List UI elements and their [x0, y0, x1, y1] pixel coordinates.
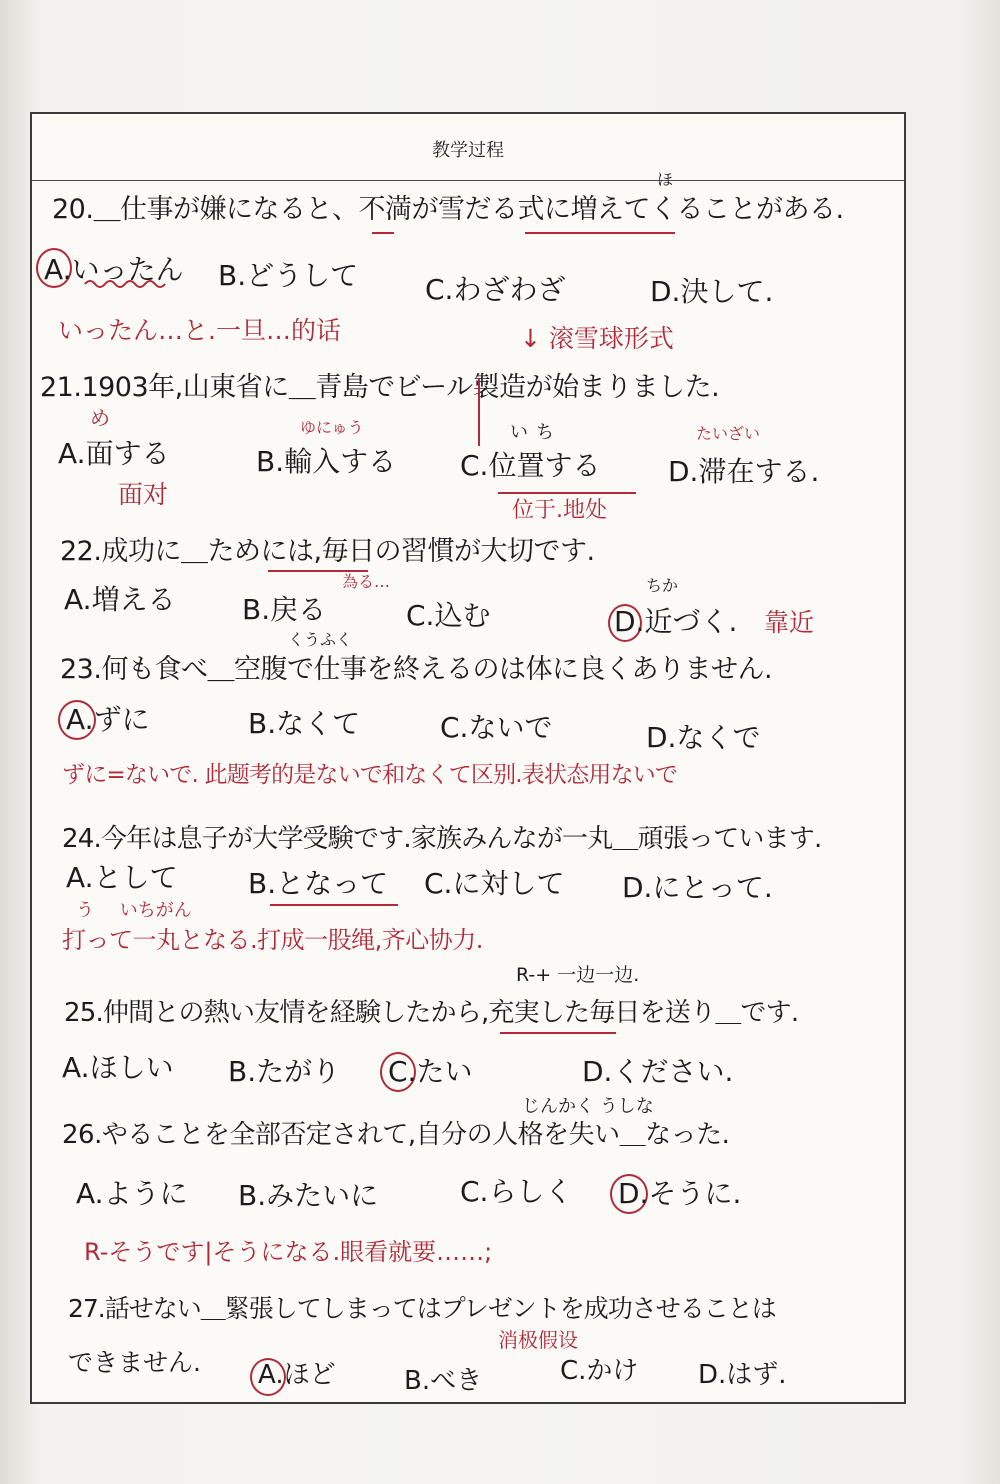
q20-ruby: ほ	[657, 170, 674, 189]
q26-option-b: B.みたいに	[238, 1179, 379, 1212]
q21-option-a: A.面する	[58, 437, 170, 470]
q27-option-b: B.べき	[404, 1366, 483, 1396]
q22-ruby-1: 為る…	[342, 572, 391, 591]
q20-note-2: ↓ 滚雪球形式	[520, 324, 674, 353]
q22-option-a: A.増える	[64, 583, 176, 616]
q27-option-d: D.はず.	[698, 1360, 787, 1390]
q27-text-line1: 27.話せない＿緊張してしまってはプレゼントを成功させることは	[68, 1294, 776, 1323]
q21-underline	[498, 492, 636, 494]
q26-note-1: R-そうです|そうになる.眼看就要……;	[84, 1238, 493, 1266]
q25-underline	[500, 1032, 616, 1034]
q27-note-1: 消极假设	[498, 1328, 578, 1352]
q21-note-2: 位于.地处	[512, 498, 607, 523]
q21-ruby-a: め	[90, 406, 110, 430]
q26-text: 26.やることを全部否定されて,自分の人格を失い＿なった.	[62, 1120, 730, 1150]
q22-option-d: D.近づく.	[614, 605, 738, 638]
q21-ruby-b: ゆにゅう	[300, 418, 364, 437]
q24-text: 24.今年は息子が大学受験です.家族みんなが一丸＿頑張っています.	[62, 824, 822, 854]
q21-ruby-c: いち	[510, 422, 562, 443]
q20-note-1: いったん…と.一旦…的话	[58, 316, 341, 345]
q23-option-d: D.なくで	[646, 721, 761, 754]
q24-option-d: D.にとって.	[622, 871, 773, 904]
q20-option-c: C.わざわざ	[425, 273, 566, 306]
q21-divider	[478, 378, 480, 446]
q22-note-1: 靠近	[764, 608, 815, 637]
q24-option-c: C.に対して	[424, 867, 565, 900]
q21-option-b: B.輸入する	[256, 445, 397, 478]
q27-option-c: C.かけ	[560, 1356, 639, 1386]
q23-option-c: C.ないで	[440, 711, 553, 744]
q23-ruby: くうふく	[288, 630, 353, 649]
q20-squiggle	[85, 278, 165, 290]
q20-underline	[525, 232, 675, 234]
q27-text-line2: できません.	[68, 1348, 201, 1377]
q25-option-a: A.ほしい	[62, 1051, 174, 1084]
q20-underline-to	[372, 232, 394, 234]
q20-text: 20.＿仕事が嫌になると、不満が雪だる式に増えてくることがある.	[52, 194, 844, 225]
q22-option-b: B.戻る	[242, 593, 327, 626]
q21-option-d: D.滞在する.	[668, 455, 820, 488]
q22-ruby-2: ちか	[646, 576, 679, 595]
q20-option-a: A.いったん	[44, 253, 184, 286]
q20-option-b: B.どうして	[218, 259, 359, 292]
page-title: 教学过程	[432, 140, 504, 161]
q25-text: 25.仲間との熱い友情を経験したから,充実した毎日を送り＿です.	[64, 998, 799, 1028]
q25-option-b: B.たがり	[228, 1055, 341, 1088]
q26-option-c: C.らしく	[460, 1175, 573, 1208]
q24-option-a: A.として	[66, 861, 178, 894]
q22-option-c: C.込む	[406, 599, 491, 632]
q23-text: 23.何も食べ＿空腹で仕事を終えるのは体に良くありません.	[60, 654, 773, 685]
q26-option-a: A.ように	[76, 1177, 188, 1210]
q21-note-1: 面对	[118, 480, 169, 509]
q25-option-c: C.たい	[388, 1055, 473, 1088]
q24-note-1: 打って一丸となる.打成一股绳,齐心协力.	[62, 926, 483, 954]
q24-ruby: う いちがん	[76, 900, 192, 921]
q23-note-1: ずに=ないで. 此题考的是ないで和なくて区别.表状态用ないで	[62, 762, 678, 788]
q21-text: 21.1903年,山東省に＿青島でビール製造が始まりました.	[40, 372, 720, 403]
q21-option-c: C.位置する	[460, 449, 601, 482]
q26-option-d: D.そうに.	[618, 1177, 742, 1210]
q27-option-a: A.ほど	[258, 1360, 336, 1390]
q21-ruby-d: たいざい	[696, 424, 761, 443]
q25-option-d: D.ください.	[582, 1055, 734, 1088]
q24-underline	[270, 904, 398, 906]
q23-option-a: A.ずに	[66, 703, 150, 736]
header-row	[32, 114, 904, 181]
q23-option-b: B.なくて	[248, 707, 361, 740]
q22-text: 22.成功に＿ためには,毎日の習慣が大切です.	[60, 536, 595, 567]
q26-ruby: じんかく うしな	[522, 1096, 654, 1117]
q20-option-d: D.決して.	[650, 275, 774, 308]
q24-option-b: B.となって	[248, 867, 389, 900]
q24-note-2: R-+ 一边一边.	[516, 964, 640, 986]
